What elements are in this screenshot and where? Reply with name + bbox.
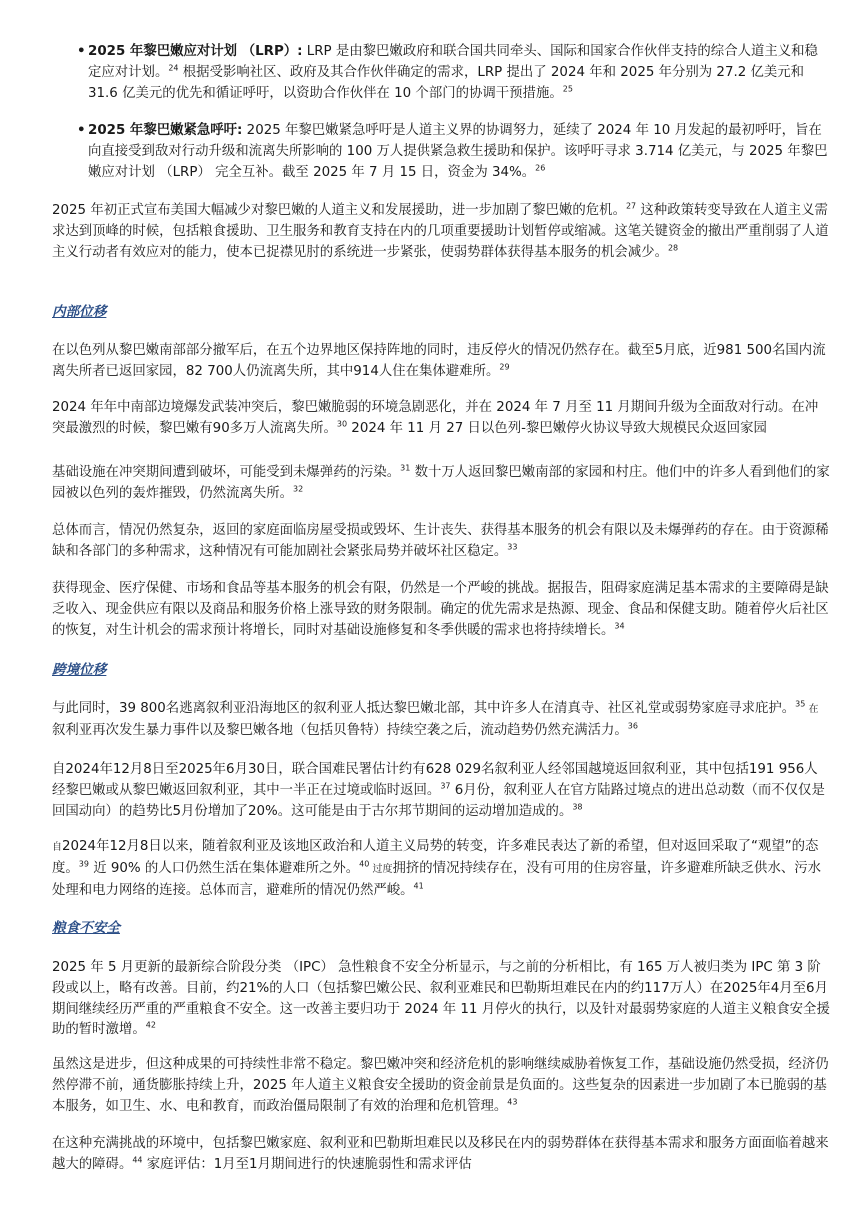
footnote-ref: 39 xyxy=(78,859,89,869)
bullet-text: 根据受影响社区、政府及其合作伙伴确定的需求，LRP 提出了 2024 年和 2025 年分别为 27.2 亿美元和 31.6 亿美元的优先和循证呼吁，以资助合作伙伴在 10 个部门的协调干预措施。 xyxy=(88,64,805,101)
footnote-ref: 33 xyxy=(507,542,518,552)
paragraph-returns xyxy=(52,341,830,383)
paragraph-syrian-arrivals xyxy=(52,699,830,742)
paragraph-unhcr-returns xyxy=(52,760,830,822)
paragraph-text: 基础设施在冲突期间遭到破坏，可能受到未爆弹药的污染。 xyxy=(52,465,401,480)
footnote-ref: 29 xyxy=(499,362,510,372)
bullet-dot: • xyxy=(77,44,86,59)
paragraph-basic-services xyxy=(52,579,830,641)
section-heading-food-insecurity: 粮食不安全 xyxy=(52,920,120,936)
footnote-ref: 36 xyxy=(627,721,638,731)
paragraph-text: 与此同时，39 800名逃离叙利亚沿海地区的叙利亚人抵达黎巴嫩北部，其中许多人在清真寺、社区礼堂或弱势家庭寻求庇护。 xyxy=(52,701,796,716)
bullet-item-lrp xyxy=(78,42,830,104)
footnote-ref: 24 xyxy=(168,63,179,73)
footnote-ref: 40 xyxy=(359,859,370,869)
paragraph-text: 自 xyxy=(52,842,62,853)
footnote-ref: 37 xyxy=(440,781,451,791)
paragraph-overall-situation xyxy=(52,521,830,563)
footnote-ref: 41 xyxy=(413,881,424,891)
paragraph-text: 在以色列从黎巴嫩南部部分撤军后，在五个边界地区保持阵地的同时，违反停火的情况仍然存在。截至5月底，近981 500名国内流离失所者已返回家园，82 700人仍流离失所，其中914人住在集体避难所。 xyxy=(52,343,826,379)
footnote-ref: 30 xyxy=(336,419,348,429)
paragraph-text: 获得现金、医疗保健、市场和食品等基本服务的机会有限，仍然是一个严峻的挑战。据报告，阻碍家庭满足基本需求的主要障碍是缺乏收入、现金供应有限以及商品和服务价格上涨导致的财务限制。确定的优先需求是热源、现金、食品和保健支助。随着停火后社区的恢复，对生计机会的需求预计将增长，同时对基础设施修复和冬季供暖的需求也将持续增长。 xyxy=(52,581,829,638)
paragraph-text: 家庭评估：1月至1月期间进行的快速脆弱性和需求评估 xyxy=(142,1156,472,1172)
bullet-text: 2025 年黎巴嫩紧急呼吁是人道主义界的协调努力，延续了 2024 年 10 月发起的最初呼吁，旨在向直接受到敌对行动升级和流离失所影响的 100 万人提供紧急救生援助和保护。该呼吁寻求 3.714 亿美元，与 2025 年黎巴嫩应对计划 （LRP） 完全互补。截至 2025 年 7 月 15 日，资金为 34%。 xyxy=(88,123,828,180)
paragraph-refugee-outlook xyxy=(52,837,830,901)
footnote-ref: 35 xyxy=(795,699,806,709)
footnote-ref: 28 xyxy=(667,243,679,253)
paragraph-text: 2024 年 11 月 27 日以色列-黎巴嫩停火协议导致大规模民众返回家园 xyxy=(347,420,767,436)
paragraph-text: 在这种充满挑战的环境中，包括黎巴嫩家庭、叙利亚和巴勒斯坦难民以及移民在内的弱势群体在获得基本需求和服务方面面临着越来越大的障碍。 xyxy=(52,1136,829,1172)
paragraph-text: 过度 xyxy=(369,863,393,875)
paragraph-ipc-analysis xyxy=(52,958,830,1041)
paragraph-text: 2025 年 5 月更新的最新综合阶段分类 （IPC） 急性粮食不安全分析显示，与之前的分析相比，有 165 万人被归类为 IPC 第 3 阶段或以上，略有改善。目前，约21%的人口（包括黎巴嫩公民、叙利亚难民和巴勒斯坦难民在内的约117万人）在2025年4月至6月期间继续经历严重的严重粮食不安全。这一改善主要归功于 2024 年 11 月停火的执行，以及针对最弱势家庭的人道主义粮食安全援助的暂时激增。 xyxy=(52,960,830,1038)
footnote-ref: 32 xyxy=(293,484,304,494)
paragraph-text: 这种政策转变导致在人道主义需求达到顶峰的时候，包括粮食援助、卫生服务和教育支持在内的几项重要援助计划暂停或缩减。这笔关键资金的撤出严重削弱了人道主义行动者有效应对的能力，使本已捉襟见肘的系统进一步紧张，使弱势群体获得基本服务的机会减少。 xyxy=(52,203,829,260)
paragraph-text: 6月份，叙利亚人在官方陆路过境点的进出总动数（而不仅仅是回国动向）的趋势比5月份增加了20%。这可能是由于古尔邦节期间的运动增加造成的。 xyxy=(52,782,825,819)
appeals-bullet-list xyxy=(78,42,830,201)
footnote-ref: 43 xyxy=(507,1097,518,1107)
paragraph-text: 近 90% 的人口仍然生活在集体避难所之外。 xyxy=(88,860,360,876)
paragraph-text: 数十万人返回黎巴嫩南部的家园和村庄。他们中的许多人看到他们的家园被以色列的轰炸摧毁，仍然流离失所。 xyxy=(52,465,830,501)
bullet-title: 2025 年黎巴嫩应对计划 （LRP）: xyxy=(88,44,303,59)
paragraph-text: 叙利亚再次发生暴力事件以及黎巴嫩各地（包括贝鲁特）持续空袭之后，流动趋势仍然充满活力。 xyxy=(52,722,628,738)
footnote-ref: 25 xyxy=(562,84,573,94)
paragraph-us-aid-cut xyxy=(52,201,830,263)
paragraph-text: 2025 年初正式宣布美国大幅减少对黎巴嫩的人道主义和发展援助，进一步加剧了黎巴嫩的危机。 xyxy=(52,203,626,218)
section-heading-cross-border-displacement: 跨境位移 xyxy=(52,662,107,678)
footnote-ref: 26 xyxy=(535,163,546,173)
footnote-ref: 44 xyxy=(132,1155,143,1165)
bullet-item-emergency-appeal xyxy=(78,121,830,183)
paragraph-vulnerable-groups xyxy=(52,1134,830,1176)
paragraph-conflict-escalation xyxy=(52,398,830,440)
paragraph-text: 2024年12月8日以来，随着叙利亚及该地区政治和人道主义局势的转变，许多难民表达了新的希望，但对返回采取了“观望”的态度。 xyxy=(52,839,819,876)
footnote-ref: 42 xyxy=(145,1020,156,1030)
paragraph-infrastructure-damage xyxy=(52,463,830,505)
section-heading-internal-displacement: 内部位移 xyxy=(52,304,107,320)
paragraph-text: 2024 年年中南部边境爆发武装冲突后，黎巴嫩脆弱的环境急剧恶化，并在 2024 年 7 月至 11 月期间升级为全面敌对行动。在冲突最激烈的时候，黎巴嫩有90多万人流离失所。 xyxy=(52,400,819,436)
bullet-dot: • xyxy=(77,123,86,139)
paragraph-text: 总体而言，情况仍然复杂，返回的家庭面临房屋受损或毁坏、生计丧失、获得基本服务的机会有限以及未爆弹药的存在。由于资源稀缺和各部门的多种需求，这种情况有可能加剧社会紧张局势并破坏社区稳定。 xyxy=(52,523,829,559)
footnote-ref: 31 xyxy=(400,463,411,473)
bullet-text: LRP 是由黎巴嫩政府和联合国共同牵头、国际和国家合作伙伴支持的综合人道主义和稳定应对计划。 xyxy=(88,44,818,80)
paragraph-text: 自2024年12月8日至2025年6月30日，联合国难民署估计约有628 029名叙利亚人经邻国越境返回叙利亚，其中包括191 956人经黎巴嫩或从黎巴嫩返回叙利亚，其中一半正在过境或临时返回。 xyxy=(52,762,818,798)
footnote-ref: 34 xyxy=(614,621,625,631)
paragraph-text: 虽然这是进步，但这种成果的可持续性非常不稳定。黎巴嫩冲突和经济危机的影响继续威胁着恢复工作，基础设施仍然受损，经济仍然停滞不前，通货膨胀持续上升，2025 年人道主义粮食安全援助的资金前景是负面的。这些复杂的因素进一步加剧了本已脆弱的基本服务，如卫生、水、电和教育，而政治僵局限制了有效的治理和危机管理。 xyxy=(52,1057,829,1114)
paragraph-text: 在 xyxy=(805,704,819,715)
footnote-ref: 27 xyxy=(625,201,637,211)
paragraph-text: 拥挤的情况持续存在，没有可用的住房容量，许多避难所缺乏供水、污水处理和电力网络的连接。总体而言，避难所的情况仍然严峻。 xyxy=(52,860,822,898)
paragraph-sustainability xyxy=(52,1055,830,1117)
footnote-ref: 38 xyxy=(572,802,583,812)
bullet-title: 2025 年黎巴嫩紧急呼吁: xyxy=(88,123,243,139)
